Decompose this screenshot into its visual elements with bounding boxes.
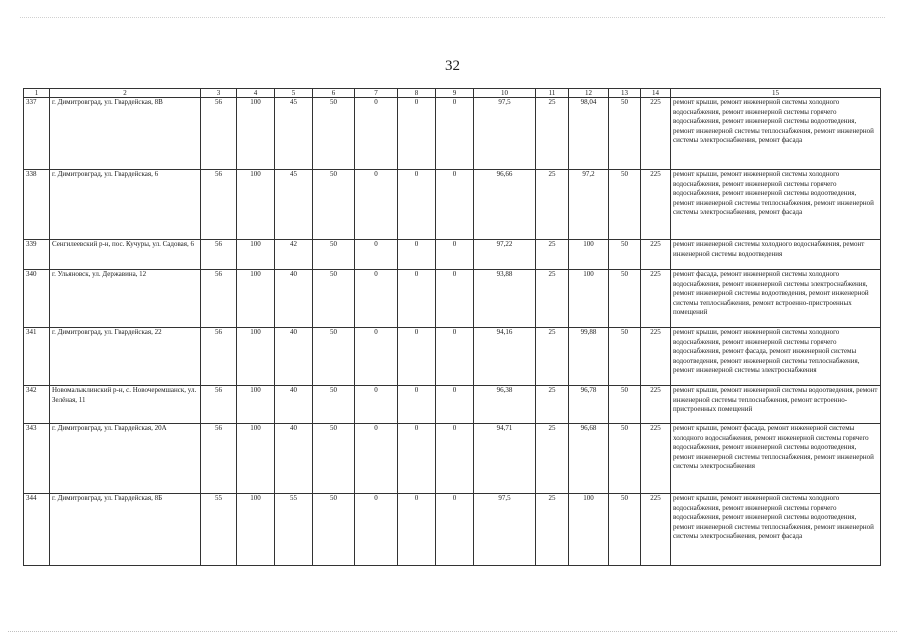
value-cell: 100 [237,494,275,566]
value-cell: 50 [313,328,355,386]
value-cell: 56 [201,98,237,170]
address-cell: г. Димитровград, ул. Гвардейская, 8Б [50,494,201,566]
value-cell: 225 [641,170,671,240]
value-cell: 25 [536,240,569,270]
value-cell: 50 [313,98,355,170]
value-cell: 225 [641,240,671,270]
value-cell: 0 [398,170,436,240]
value-cell: 25 [536,98,569,170]
value-cell: 100 [237,424,275,494]
value-cell: 97,2 [569,170,609,240]
repair-works-cell: ремонт крыши, ремонт инженерной системы холодного водоснабжения, ремонт инженерной системы горячего водоснабжения, ремонт инженерной системы водоотведения, ремонт инженерной системы теплоснабжения, ремонт инженерной системы электроснабжения, ремонт фасада [671,98,881,170]
value-cell: 40 [275,270,313,328]
value-cell: 56 [201,170,237,240]
value-cell: 50 [313,494,355,566]
value-cell: 0 [398,98,436,170]
value-cell: 225 [641,424,671,494]
value-cell: 0 [355,98,398,170]
value-cell: 25 [536,170,569,240]
address-cell: г. Димитровград, ул. Гвардейская, 20А [50,424,201,494]
housing-repair-table [23,88,881,566]
value-cell: 0 [398,328,436,386]
value-cell: 0 [436,328,474,386]
value-cell: 25 [536,270,569,328]
value-cell: 225 [641,270,671,328]
table-row [24,494,881,566]
column-header: 10 [474,89,536,98]
row-number: 340 [24,270,50,328]
value-cell: 50 [313,240,355,270]
column-header: 3 [201,89,237,98]
value-cell: 40 [275,386,313,424]
value-cell: 0 [398,386,436,424]
value-cell: 0 [436,98,474,170]
address-cell: г. Димитровград, ул. Гвардейская, 6 [50,170,201,240]
column-number-row [24,89,881,98]
value-cell: 40 [275,328,313,386]
table-row [24,386,881,424]
repair-works-cell: ремонт крыши, ремонт инженерной системы холодного водоснабжения, ремонт инженерной системы горячего водоснабжения, ремонт инженерной системы водоотведения, ремонт инженерной системы теплоснабжения, ремонт инженерной системы электроснабжения, ремонт фасада [671,494,881,566]
value-cell: 97,5 [474,98,536,170]
row-number: 342 [24,386,50,424]
value-cell: 42 [275,240,313,270]
row-number: 339 [24,240,50,270]
value-cell: 45 [275,98,313,170]
value-cell: 94,71 [474,424,536,494]
row-number: 344 [24,494,50,566]
value-cell: 0 [355,270,398,328]
repair-works-cell: ремонт крыши, ремонт инженерной системы водоотведения, ремонт инженерной системы теплоснабжения, ремонт встроенно-пристроенных помещений [671,386,881,424]
table-row [24,240,881,270]
column-header: 7 [355,89,398,98]
value-cell: 96,78 [569,386,609,424]
value-cell: 93,88 [474,270,536,328]
row-number: 341 [24,328,50,386]
value-cell: 100 [569,240,609,270]
value-cell: 25 [536,328,569,386]
value-cell: 45 [275,170,313,240]
value-cell: 98,04 [569,98,609,170]
value-cell: 50 [609,270,641,328]
column-header: 15 [671,89,881,98]
value-cell: 100 [569,270,609,328]
value-cell: 100 [237,240,275,270]
value-cell: 0 [436,424,474,494]
address-cell: г. Ульяновск, ул. Державина, 12 [50,270,201,328]
column-header: 14 [641,89,671,98]
value-cell: 0 [398,240,436,270]
row-number: 338 [24,170,50,240]
value-cell: 0 [355,424,398,494]
table-row [24,328,881,386]
scan-edge-bottom [8,630,897,632]
repair-works-cell: ремонт крыши, ремонт фасада, ремонт инженерной системы холодного водоснабжения, ремонт инженерной системы горячего водоснабжения, ремонт инженерной системы водоотведения, ремонт инженерной системы теплоснабжения, ремонт инженерной системы электроснабжения [671,424,881,494]
value-cell: 96,38 [474,386,536,424]
value-cell: 55 [201,494,237,566]
value-cell: 50 [313,170,355,240]
table-row [24,170,881,240]
value-cell: 40 [275,424,313,494]
column-header: 1 [24,89,50,98]
value-cell: 94,16 [474,328,536,386]
table-row [24,98,881,170]
value-cell: 50 [609,494,641,566]
column-header: 13 [609,89,641,98]
repair-works-cell: ремонт крыши, ремонт инженерной системы холодного водоснабжения, ремонт инженерной системы горячего водоснабжения, ремонт фасада, ремонт инженерной системы водоотведения, ремонт инженерной системы теплоснабжения, ремонт инженерной системы электроснабжения [671,328,881,386]
value-cell: 56 [201,386,237,424]
value-cell: 50 [313,424,355,494]
value-cell: 97,5 [474,494,536,566]
value-cell: 225 [641,386,671,424]
page-number: 32 [445,58,460,74]
column-header: 11 [536,89,569,98]
value-cell: 50 [609,98,641,170]
value-cell: 96,66 [474,170,536,240]
value-cell: 100 [237,328,275,386]
value-cell: 100 [237,270,275,328]
column-header: 9 [436,89,474,98]
value-cell: 0 [355,494,398,566]
row-number: 337 [24,98,50,170]
repair-works-cell: ремонт инженерной системы холодного водоснабжения, ремонт инженерной системы водоотведения [671,240,881,270]
value-cell: 0 [355,386,398,424]
column-header: 8 [398,89,436,98]
value-cell: 50 [609,328,641,386]
value-cell: 0 [355,328,398,386]
column-header: 2 [50,89,201,98]
value-cell: 50 [313,270,355,328]
value-cell: 50 [609,240,641,270]
column-header: 4 [237,89,275,98]
value-cell: 0 [436,386,474,424]
value-cell: 50 [609,424,641,494]
value-cell: 96,68 [569,424,609,494]
value-cell: 56 [201,240,237,270]
value-cell: 0 [398,494,436,566]
value-cell: 55 [275,494,313,566]
value-cell: 100 [237,386,275,424]
value-cell: 25 [536,386,569,424]
value-cell: 0 [436,240,474,270]
value-cell: 100 [569,494,609,566]
value-cell: 0 [436,494,474,566]
value-cell: 25 [536,424,569,494]
value-cell: 56 [201,270,237,328]
address-cell: Новомалыклинский р-н, с. Новочеремшанск, ул. Зелёная, 11 [50,386,201,424]
value-cell: 0 [398,270,436,328]
value-cell: 225 [641,98,671,170]
value-cell: 225 [641,494,671,566]
value-cell: 0 [355,170,398,240]
row-number: 343 [24,424,50,494]
value-cell: 56 [201,328,237,386]
column-header: 5 [275,89,313,98]
value-cell: 50 [609,170,641,240]
repair-works-cell: ремонт крыши, ремонт инженерной системы холодного водоснабжения, ремонт инженерной системы горячего водоснабжения, ремонт инженерной системы водоотведения, ремонт инженерной системы теплоснабжения, ремонт инженерной системы электроснабжения, ремонт фасада [671,170,881,240]
table-row [24,270,881,328]
value-cell: 100 [237,170,275,240]
table-row [24,424,881,494]
value-cell: 225 [641,328,671,386]
value-cell: 0 [398,424,436,494]
value-cell: 99,88 [569,328,609,386]
value-cell: 50 [313,386,355,424]
value-cell: 97,22 [474,240,536,270]
address-cell: г. Димитровград, ул. Гвардейская, 22 [50,328,201,386]
column-header: 6 [313,89,355,98]
address-cell: г. Димитровград, ул. Гвардейская, 8В [50,98,201,170]
value-cell: 0 [436,170,474,240]
value-cell: 25 [536,494,569,566]
scan-edge-top [20,16,885,18]
address-cell: Сенгилеевский р-н, пос. Кучуры, ул. Садовая, 6 [50,240,201,270]
value-cell: 0 [436,270,474,328]
value-cell: 56 [201,424,237,494]
repair-works-cell: ремонт фасада, ремонт инженерной системы холодного водоснабжения, ремонт инженерной системы электроснабжения, ремонт инженерной системы водоотведения, ремонт инженерной системы теплоснабжения, ремонт встроенно-пристроенных помещений [671,270,881,328]
column-header: 12 [569,89,609,98]
value-cell: 0 [355,240,398,270]
value-cell: 50 [609,386,641,424]
value-cell: 100 [237,98,275,170]
